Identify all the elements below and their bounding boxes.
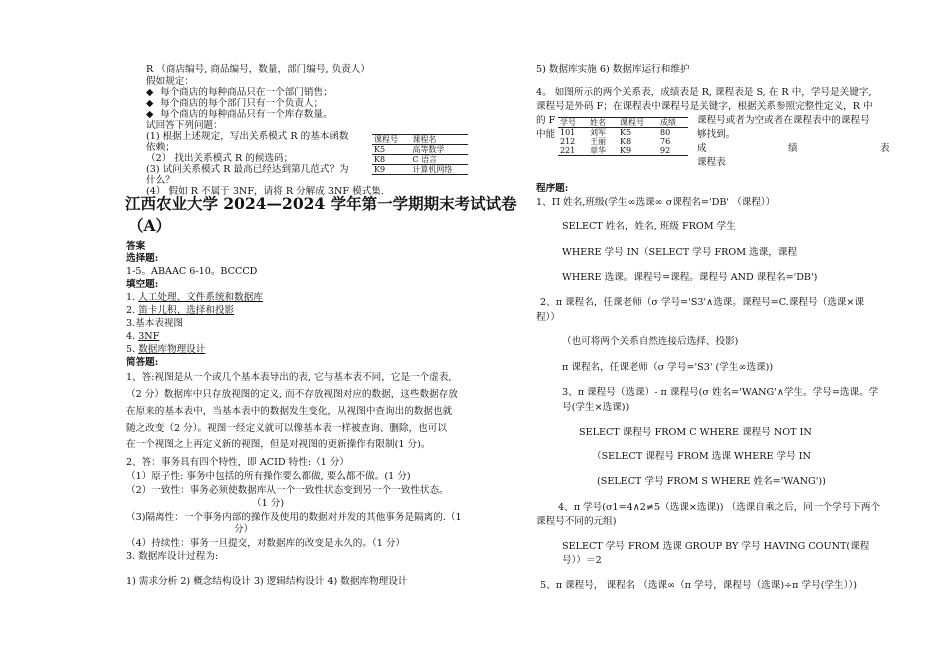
caption-score-c: 表 (880, 143, 890, 154)
column-header: 学号 (558, 118, 588, 128)
column-header: 成绩 (658, 118, 688, 128)
fill-text: 人工处理、文件系统和数据库 (138, 292, 263, 303)
column-header: 课程号 (372, 135, 410, 145)
answer-heading: 答案 (126, 241, 146, 252)
fill-text: 3NF (138, 331, 160, 342)
integrity-line-pre: 中能 (536, 129, 556, 140)
table-cell: 212 (560, 137, 576, 146)
fill-number: 1. (126, 292, 139, 303)
program-2: 程）） (536, 312, 560, 323)
fill-answer-4 (126, 331, 159, 343)
fill-text: 数据库物理设计 (138, 344, 206, 355)
program-1: 1、Π 姓名,班级(学生∞选课∞ σ课程名='DB' （课程）） (536, 197, 776, 208)
program-1-sql: WHERE 学号 IN（SELECT 学号 FROM 选课，课程 (562, 247, 798, 258)
fill-answer-2 (126, 305, 234, 317)
table-cell: K8 (372, 155, 410, 165)
caption-score-a: 成 (697, 143, 707, 154)
fill-number: 4. (126, 331, 139, 342)
short-answer-2-line: （1 分) (252, 498, 285, 509)
program-1-sql: SELECT 姓名，姓名, 班级 FROM 学生 (562, 221, 736, 232)
fill-answer-1 (126, 292, 263, 304)
table-cell: 计算机网络 (410, 165, 468, 175)
schema-line: R （商店编号, 商品编号，数量，部门编号, 负责人） (146, 64, 370, 75)
diamond-bullet-icon: ◆ (146, 87, 154, 98)
table-row (558, 146, 688, 156)
caption-score-b: 绩 (788, 143, 798, 154)
short-answer-1-line: 1、答:视图是从一个或几个基本表导出的表, 它与基本表不同，它是一个虚表, (126, 372, 452, 383)
column-header: 姓名 (588, 118, 618, 128)
table-cell: 刘军 (590, 128, 606, 137)
program-2-alt: π 课程名，任课老师（σ 学号='S3' (学生∞选课)) (562, 362, 774, 373)
choice-answers: 1-5。ABAAC 6-10。BCCCD (126, 266, 258, 277)
table-header-row (558, 118, 688, 128)
fill-number: 5. (126, 344, 139, 355)
table-cell: K5 (620, 128, 632, 137)
rule-text: 每个商店的每个部门只有一个负责人； (160, 98, 324, 109)
short-answer-1-line: 在原来的基本表中，当基本表中的数据发生变化，从视图中查询出的数据也就 (126, 406, 453, 417)
table-cell: 高等数学 (410, 145, 468, 155)
table-cell: 76 (660, 137, 671, 146)
course-table (372, 134, 468, 175)
program-3-sql: (SELECT 学号 FROM S WHERE 姓名='WANG')) (597, 476, 826, 487)
short-answer-2-line: （1）原子性: 事务中包括的所有操作要么都做, 要么都不做。(1 分) (126, 471, 411, 482)
fill-answer-5 (126, 344, 205, 356)
question-1a: (1) 根据上述规定，写出关系模式 R 的基本函数 (146, 131, 349, 142)
table-cell: K5 (372, 145, 410, 155)
question-3b: 什么？ (146, 175, 175, 186)
short-answer-2-line: （3)隔离性：一个事务内部的操作及使用的数据对并发的其他事务是隔离的.（1 (126, 512, 462, 523)
column-header: 课程号 (618, 118, 658, 128)
program-3-sql: SELECT 课程号 FROM C WHERE 课程号 NOT IN (579, 427, 812, 438)
fill-answer-3: 3.基本表视图 (126, 318, 184, 329)
rule-text: 每个商店的每种商品只有一个库存数量。 (160, 109, 333, 120)
short-answer-2-line: 2、答：事务具有四个特性，即 ACID 特性:（1 分） (126, 457, 350, 468)
short-answer-2-line: 分） (234, 524, 254, 535)
table-cell: 92 (658, 146, 688, 156)
short-answer-1-line: 在一个视图之上再定义新的视图，但是对视图的更新操作有限制(1 分)。 (126, 439, 431, 450)
question-2: （2） 找出关系模式 R 的候选码； (146, 153, 294, 164)
integrity-line-pre: 的 F (536, 115, 556, 126)
question-3a: (3) 试问关系模式 R 最高已经达到第几范式？为 (146, 164, 349, 175)
score-table (558, 117, 688, 156)
short-answer-1-line: 随之改变（2 分）。视图一经定义就可以像基本表一样被查询、删除，也可以 (126, 423, 447, 434)
exam-title: 江西农业大学 2024—2024 学年第一学期期末考试试卷 (125, 194, 517, 213)
program-2-note: （也可将两个关系自然连接后选择、投影) (562, 336, 739, 347)
table-cell: 221 (558, 146, 588, 156)
table-cell: 王丽 (590, 137, 606, 146)
diamond-bullet-icon: ◆ (146, 98, 154, 109)
program-5: 5、π 课程号， 课程名 （选课∞（π 学号，课程号（选课)÷π 学号(学生））) (540, 580, 857, 591)
fill-heading: 填空题: (126, 279, 159, 290)
integrity-line-post: 够找到。 (697, 129, 736, 140)
program-4: 4、π 学号(σ1=4∧2≠5（选课×选课)) （选课自乘之后，同一个学号下两个 (558, 502, 881, 513)
table-row (372, 165, 468, 175)
table-row (372, 155, 468, 165)
short-answer-3-line: 3. 数据库设计过程为: (126, 551, 219, 562)
question-intro: 试回答下列问题： (146, 120, 223, 131)
program-3: 号(学生×选课)) (562, 402, 630, 413)
table-cell: 80 (660, 128, 671, 137)
program-4: 课程号不同的元组) (536, 516, 617, 527)
short-answer-2-line: （4）持续性：事务一旦提交，对数据库的改变是永久的。（1 分） (126, 538, 406, 549)
assume-line: 假如规定： (146, 76, 194, 87)
fill-number: 2. (126, 305, 139, 316)
short-heading: 简答题: (126, 357, 159, 368)
diamond-bullet-icon: ◆ (146, 109, 154, 120)
table-cell: K9 (372, 165, 410, 175)
caption-course: 课程表 (697, 157, 726, 168)
program-heading: 程序题: (536, 183, 569, 194)
program-3-sql: （SELECT 课程号 FROM 选课 WHERE 学号 IN (592, 451, 811, 462)
program-3: 3、π 课程号（选课）- π 课程号(σ 姓名='WANG'∧学生。学号=选课。学 (562, 387, 879, 398)
integrity-line: 课程号是外码 F；在课程表中课程号是关键字，根据关系参照完整性定义，R 中 (536, 101, 873, 112)
integrity-line: 4。 如图所示的两个关系表，成绩表是 R, 课程表是 S, 在 R 中，学号是关键字, (536, 87, 872, 98)
column-header: 课程名 (410, 135, 468, 145)
short-answer-2-line: （2）一致性：事务必须使数据库从一个一致性状态变到另一个一致性状态。 (126, 485, 449, 496)
program-1-sql: WHERE 选课。课程号=课程。课程号 AND 课程名='DB') (562, 272, 818, 283)
choice-heading: 选择题: (126, 253, 159, 264)
exam-title-suffix: （A） (128, 216, 172, 235)
table-header-row (372, 135, 468, 145)
question-1b: 依赖； (146, 142, 175, 153)
table-cell: K8 (620, 137, 632, 146)
program-4-sql: SELECT 学号 FROM 选课 GROUP BY 学号 HAVING COUNT(课程 (562, 541, 870, 552)
question-4: (4） 假如 R 不属于 3NF，请将 R 分解成 3NF 模式集. (146, 186, 384, 197)
rule-text: 每个商店的每种商品只在一个部门销售； (160, 87, 333, 98)
table-cell: 章华 (588, 146, 618, 156)
table-row (372, 145, 468, 155)
design-steps-cont: 5) 数据库实施 6) 数据库运行和维护 (536, 64, 690, 75)
integrity-line-post: 课程号或者为空或者在课程表中的课程号 (697, 115, 870, 126)
short-answer-3-line: 1) 需求分析 2) 概念结构设计 3) 逻辑结构设计 4) 数据库物理设计 (126, 576, 408, 587)
table-row (558, 137, 688, 146)
table-cell: K9 (618, 146, 658, 156)
fill-text: 笛卡儿积、选择和投影 (138, 305, 235, 316)
table-row (558, 128, 688, 138)
table-cell: 101 (560, 128, 576, 137)
table-cell: C 语言 (410, 155, 468, 165)
short-answer-1-line: （2 分）数据库中只存放视图的定义, 而不存放视图对应的数据，这些数据存放 (126, 389, 458, 400)
program-2: 2、π 课程名，任课老师（σ 学号='S3'∧选课。课程号=C.课程号（选课×课 (540, 297, 865, 308)
program-4-sql: 号））＝2 (562, 555, 602, 566)
